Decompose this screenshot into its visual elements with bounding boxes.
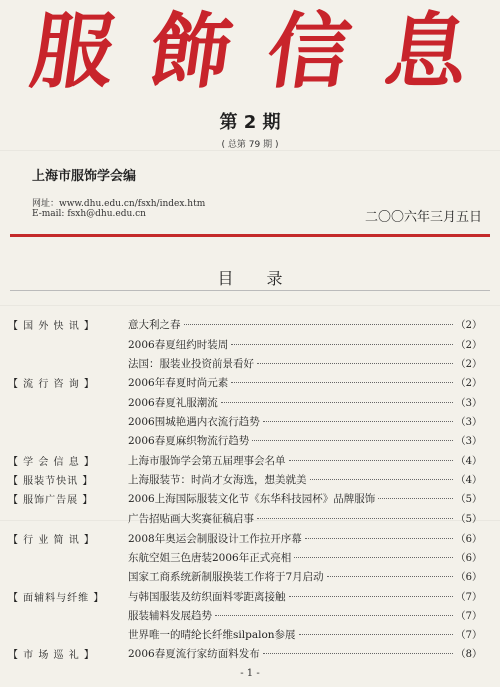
toc-page-number: （2） [455, 378, 482, 389]
toc-entry-title: 2006围城艳遇内衣流行趋势 [128, 416, 260, 428]
toc-entry[interactable] [128, 549, 482, 565]
toc-row [0, 626, 500, 646]
dot-leader [305, 538, 453, 539]
toc-page-number: （8） [455, 649, 482, 660]
toc-entry-title: 2006春夏礼服潮流 [128, 397, 218, 409]
toc-row [0, 355, 500, 375]
toc-category: 【 服装节快讯 】 [8, 476, 94, 487]
toc-category: 【 服饰广告展 】 [8, 495, 94, 506]
toc-entry[interactable] [128, 490, 482, 506]
dot-leader [221, 402, 453, 403]
toc-category: 【 市 场 巡 礼 】 [8, 650, 95, 661]
dot-leader [289, 460, 453, 461]
toc-category: 【 面辅料与纤维 】 [8, 593, 105, 604]
masthead-char: 息 [379, 4, 475, 100]
toc-row [0, 394, 500, 414]
toc-page-number: （6） [455, 553, 482, 564]
toc-entry-title: 2008年奥运会制服设计工作拉开序幕 [128, 533, 302, 545]
toc-row [0, 568, 500, 588]
dot-leader [327, 576, 453, 577]
dot-leader [231, 344, 452, 345]
toc-entry[interactable] [128, 471, 482, 487]
dot-leader [231, 382, 452, 383]
issue-number: 第 2 期 [219, 112, 281, 133]
dot-leader [257, 363, 453, 364]
dot-leader [289, 596, 453, 597]
toc-row [0, 316, 500, 336]
toc-page-number: （3） [455, 436, 482, 447]
toc-entry-title: 2006上海国际服装文化节《东华科技园杯》品牌服饰 [128, 493, 376, 505]
masthead-char: 飾 [143, 4, 239, 100]
toc-divider [10, 290, 490, 291]
toc-entry-title: 上海市服饰学会第五届理事会名单 [128, 455, 286, 467]
publish-date: 二〇〇六年三月五日 [364, 210, 482, 225]
toc-row [0, 549, 500, 569]
toc-row [0, 588, 500, 608]
toc-page-number: （7） [455, 611, 482, 622]
toc-row [0, 432, 500, 452]
masthead-char: 信 [261, 4, 357, 100]
toc-entry[interactable] [128, 645, 482, 661]
toc-page-number: （5） [455, 494, 482, 505]
toc-row [0, 607, 500, 627]
toc-entry[interactable] [128, 568, 482, 584]
dot-leader [263, 653, 453, 654]
dot-leader [215, 615, 453, 616]
toc-page-number: （4） [455, 456, 482, 467]
toc-row [0, 336, 500, 356]
toc-row [0, 490, 500, 510]
toc-entry[interactable] [128, 413, 482, 429]
toc-entry-title: 2006春夏流行家纺面料发布 [128, 648, 260, 660]
toc-entry[interactable] [128, 452, 482, 468]
toc-entry-title: 上海服装节：时尚才女海选，想美就美 [128, 474, 307, 486]
toc-entry-title: 东航空姐三色唐装2006年正式亮相 [128, 552, 292, 564]
dot-leader [257, 518, 453, 519]
toc-page-number: （2） [455, 340, 482, 351]
toc-entry[interactable] [128, 510, 482, 526]
toc-entry-title: 服装辅料发展趋势 [128, 610, 212, 622]
toc-row [0, 374, 500, 394]
toc-page-number: （2） [455, 359, 482, 370]
toc-entry-title: 法国：服装业投资前景看好 [128, 358, 254, 370]
toc-entry-title: 2006年春夏时尚元素 [128, 377, 229, 389]
toc-entry[interactable] [128, 316, 482, 332]
page-footer: - 1 - [240, 668, 260, 679]
dot-leader [299, 634, 453, 635]
toc-entry[interactable] [128, 626, 482, 642]
toc-category: 【 行 业 简 讯 】 [8, 535, 95, 546]
toc-entry-title: 意大利之春 [128, 319, 181, 331]
dot-leader [184, 324, 453, 325]
dot-leader [263, 421, 453, 422]
toc-page-number: （3） [455, 398, 482, 409]
toc-entry-title: 国家工商系统新制服换装工作将于7月启动 [128, 571, 324, 583]
toc-page-number: （6） [455, 572, 482, 583]
toc-entry[interactable] [128, 374, 482, 390]
toc-page-number: （4） [455, 475, 482, 486]
header-divider [10, 234, 490, 237]
toc-row [0, 530, 500, 550]
toc-entry[interactable] [128, 530, 482, 546]
dot-leader [378, 498, 452, 499]
toc-entry-title: 广告招贴画大奖赛征稿启事 [128, 513, 254, 525]
toc-title: 目 录 [217, 269, 297, 288]
masthead-char: 服 [25, 4, 121, 100]
toc-entry[interactable] [128, 355, 482, 371]
total-issue-number: ( 总第 79 期 ) [221, 140, 279, 150]
toc-category: 【 流 行 咨 询 】 [8, 379, 95, 390]
toc-page-number: （5） [455, 514, 482, 525]
toc-entry[interactable] [128, 588, 482, 604]
toc-entry[interactable] [128, 336, 482, 352]
bleed-through-line [0, 305, 500, 306]
toc-entry-title: 世界唯一的晴纶长纤维silpalon参展 [128, 629, 296, 641]
toc-row [0, 471, 500, 491]
toc-entry[interactable] [128, 607, 482, 623]
dot-leader [294, 557, 452, 558]
email-text: E-mail: fsxh@dhu.edu.cn [32, 209, 146, 219]
toc-entry[interactable] [128, 394, 482, 410]
toc-page-number: （3） [455, 417, 482, 428]
toc-page-number: （7） [455, 592, 482, 603]
toc-page-number: （6） [455, 534, 482, 545]
dot-leader [310, 479, 453, 480]
toc-entry-title: 2006春夏麻织物流行趋势 [128, 435, 250, 447]
masthead-title [18, 6, 482, 98]
toc-row [0, 413, 500, 433]
toc-row [0, 452, 500, 472]
website-text: 网址：www.dhu.edu.cn/fsxh/index.htm [32, 199, 206, 209]
toc-entry-title: 2006春夏纽约时装周 [128, 339, 229, 351]
toc-category: 【 国 外 快 讯 】 [8, 321, 95, 332]
toc-entry[interactable] [128, 432, 482, 448]
toc-row [0, 510, 500, 530]
toc-page-number: （7） [455, 630, 482, 641]
toc-row [0, 645, 500, 665]
toc-page-number: （2） [455, 320, 482, 331]
toc-category: 【 学 会 信 息 】 [8, 457, 95, 468]
editor-name: 上海市服饰学会编 [32, 169, 137, 184]
toc-entry-title: 与韩国服装及纺织面料零距离接触 [128, 591, 286, 603]
dot-leader [252, 440, 452, 441]
bleed-through-line [0, 150, 500, 151]
